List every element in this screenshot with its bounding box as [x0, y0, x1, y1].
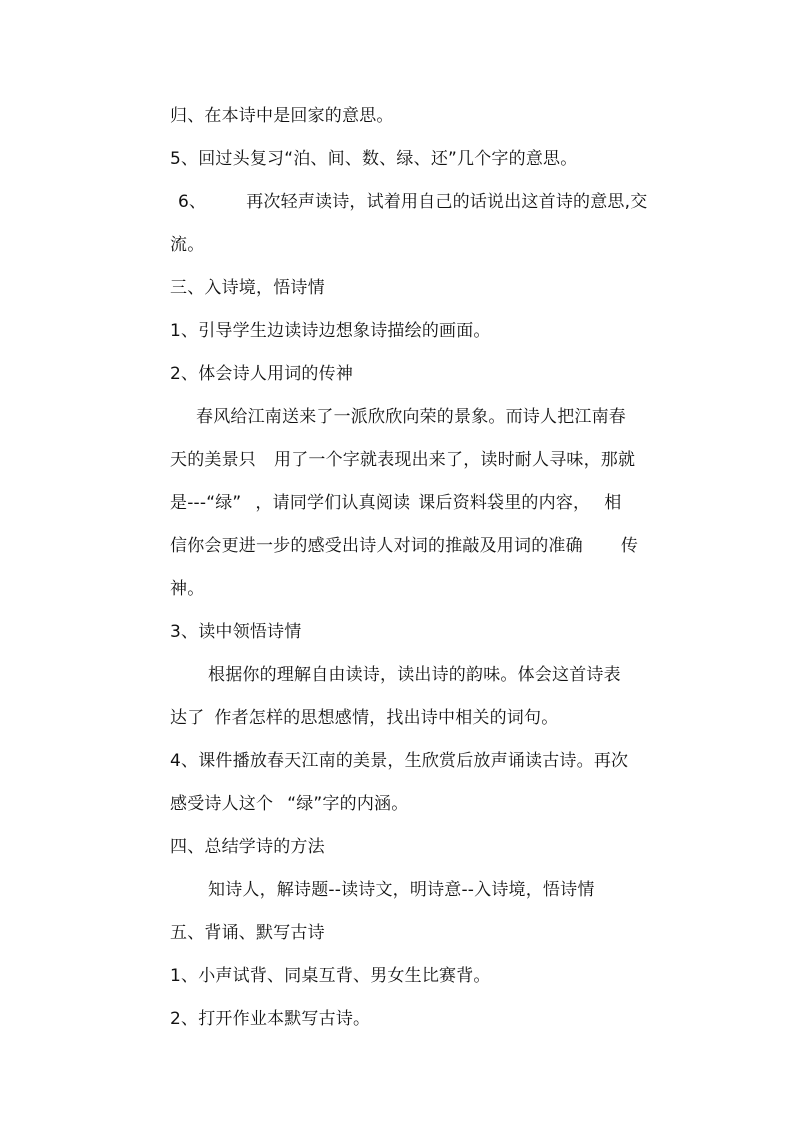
text-span: “绿”字的内涵。 [287, 794, 409, 814]
paragraph-line [208, 664, 728, 686]
text-span: 2、打开作业本默写古诗。 [170, 1009, 371, 1029]
paragraph-line [170, 965, 690, 987]
text-span: 三、入诗境，悟诗情 [170, 278, 325, 298]
text-span: 感受诗人这个 [170, 794, 274, 814]
paragraph-line [170, 535, 690, 557]
text-span: 2、体会诗人用词的传神 [170, 364, 354, 384]
text-span: 用了一个字就表现出来了，读时耐人寻味，那就 [274, 450, 636, 470]
section-heading [170, 836, 690, 858]
text-span: 春风给江南送来了一派欣欣向荣的景象。而诗人把江南春 [196, 407, 626, 427]
text-span: 1、小声试背、同桌互背、男女生比赛背。 [170, 966, 491, 986]
paragraph-line [170, 234, 690, 256]
text-span: 5、回过头复习“泊、间、数、绿、还”几个字的意思。 [170, 149, 578, 169]
text-span: 达了 [170, 708, 205, 728]
text-span: 再次轻声读诗，试着用自己的话说出这首诗的意思,交 [246, 192, 648, 212]
text-span: 6、 [178, 192, 207, 212]
paragraph-line [170, 492, 690, 514]
text-span: 信你会更进一步的感受出诗人对词的推敲及用词的准确 [170, 536, 583, 556]
text-span: 五、背诵、默写古诗 [170, 923, 325, 943]
text-span: 相 [604, 493, 622, 513]
section-heading [170, 922, 690, 944]
paragraph-line [170, 449, 690, 471]
text-span: 归、在本诗中是回家的意思。 [170, 106, 394, 126]
paragraph-line [170, 105, 690, 127]
text-span: 根据你的理解自由读诗，读出诗的韵味。体会这首诗表 [208, 665, 621, 685]
text-span: 是---“绿” [170, 493, 242, 513]
paragraph-line [170, 148, 690, 170]
paragraph-line [170, 363, 690, 385]
text-span: 作者怎样的思想感情，找出诗中相关的词句。 [214, 708, 559, 728]
paragraph-line [170, 320, 690, 342]
text-span: 3、读中领悟诗情 [170, 622, 302, 642]
text-span: ，请同学们认真阅读 [255, 493, 411, 513]
paragraph-line [178, 191, 698, 213]
paragraph-line [170, 750, 690, 772]
paragraph-line [170, 578, 690, 600]
text-span: 知诗人，解诗题--读诗文，明诗意--入诗境，悟诗情 [208, 880, 595, 900]
paragraph-line [170, 1008, 690, 1030]
text-span: 四、总结学诗的方法 [170, 837, 325, 857]
text-span: 流。 [170, 235, 205, 255]
text-span: 4、课件播放春天江南的美景，生欣赏后放声诵读古诗。再次 [170, 751, 629, 771]
paragraph-line [196, 406, 716, 428]
text-span: 1、引导学生边读诗边想象诗描绘的画面。 [170, 321, 491, 341]
section-heading [170, 277, 690, 299]
text-span: 神。 [170, 579, 205, 599]
text-span: 传 [620, 536, 639, 556]
text-span: 课后资料袋里的内容， [418, 493, 591, 513]
paragraph-line [170, 621, 690, 643]
paragraph-line [170, 707, 690, 729]
text-span: 天的美景只 [170, 450, 256, 470]
paragraph-line [170, 793, 690, 815]
paragraph-line [208, 879, 728, 901]
